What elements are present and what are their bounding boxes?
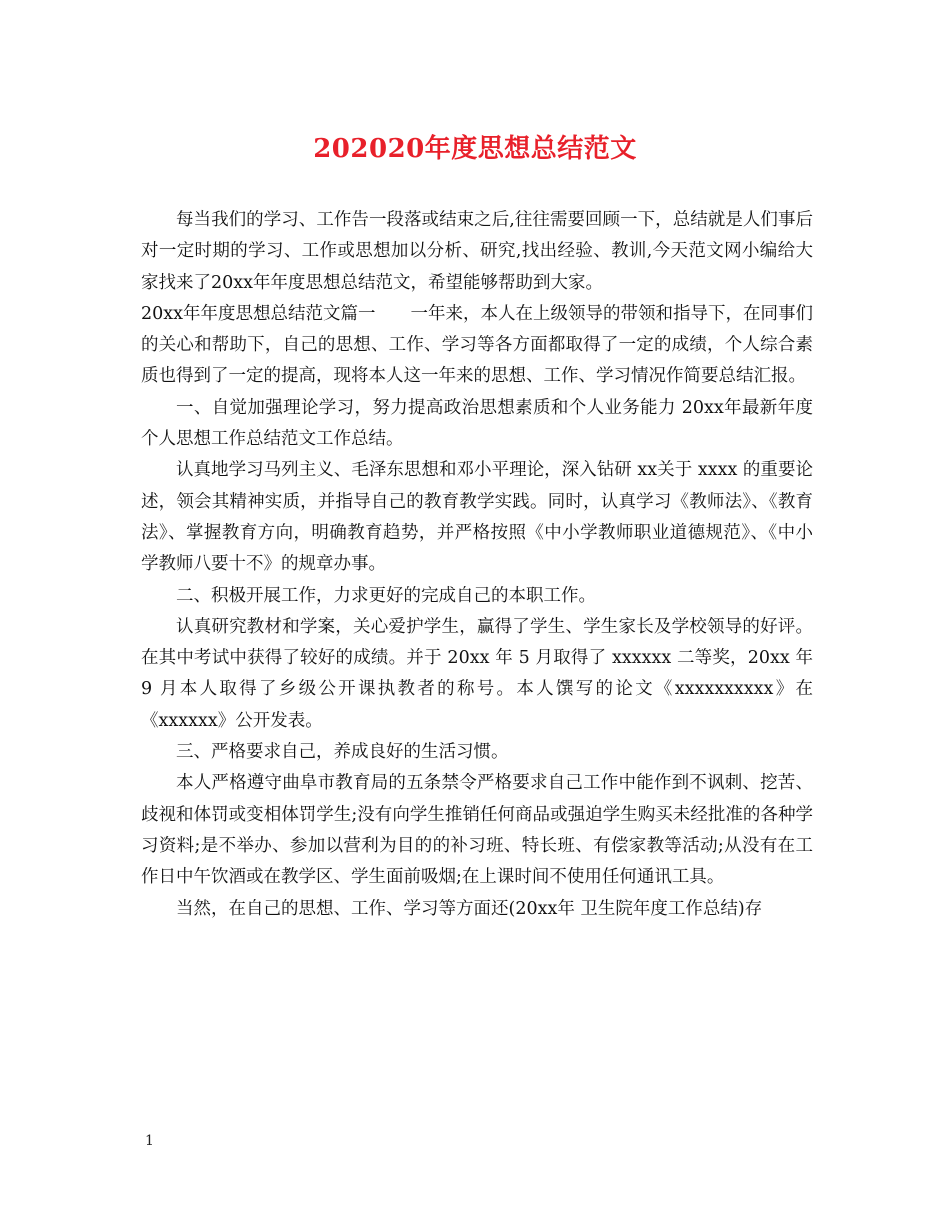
section-heading-theory-study: 一、自觉加强理论学习，努力提高政治思想素质和个人业务能力 20xx年最新年度个人思想工作总结范文工作总结。: [141, 397, 813, 450]
paragraph-theory-study: 认真地学习马列主义、毛泽东思想和邓小平理论，深入钻研 xx关于 xxxx 的重要论述，领会其精神实质，并指导自己的教育教学实践。同时，认真学习《教师法》、《教育法》、掌握教育方向，明确教育趋势，并严格按照《中小学教师职业道德规范》、《中小学教师八要十不》的规章办事。: [141, 460, 813, 575]
document-body: [141, 205, 813, 925]
document-title: 202020年度思想总结范文: [313, 134, 637, 164]
page-number: 1: [145, 1133, 154, 1149]
section-heading-habits: 三、严格要求自己，养成良好的生活习惯。: [176, 742, 509, 763]
paragraph-work: 认真研究教材和学案，关心爱护学生，赢得了学生、学生家长及学校领导的好评。在其中考试中获得了较好的成绩。并于 20xx 年 5 月取得了 xxxxxx 二等奖，20xx 年 9 月本人取得了乡级公开课执教者的称号。本人馔写的论文《xxxxxxxxxx》在《xxxxxx》公开发表。: [141, 616, 813, 731]
paragraph-intro: 每当我们的学习、工作告一段落或结束之后,往往需要回顾一下，总结就是人们事后对一定时期的学习、工作或思想加以分析、研究,找出经验、教训,今天范文网小编给大家找来了20xx年年度思想总结范文，希望能够帮助到大家。: [141, 210, 813, 293]
paragraph-part-one: 20xx年年度思想总结范文篇一 一年来，本人在上级领导的带领和指导下，在同事们的关心和帮助下，自己的思想、工作、学习等各方面都取得了一定的成绩，个人综合素质也得到了一定的提高，现将本人这一年来的思想、工作、学习情况作简要总结汇报。: [141, 303, 814, 387]
section-heading-work: 二、积极开展工作，力求更好的完成自己的本职工作。: [176, 585, 596, 606]
paragraph-habits: 本人严格遵守曲阜市教育局的五条禁令严格要求自己工作中能作到不讽刺、挖苦、歧视和体罚或变相体罚学生;没有向学生推销任何商品或强迫学生购买未经批准的各种学习资料;是不举办、参加以营利为目的的补习班、特长班、有偿家教等活动;从没有在工作日中午饮酒或在教学区、学生面前吸烟;在上课时间不使用任何通讯工具。: [141, 773, 813, 888]
paragraph-closing: 当然，在自己的思想、工作、学习等方面还(20xx年 卫生院年度工作总结)存: [176, 898, 763, 919]
